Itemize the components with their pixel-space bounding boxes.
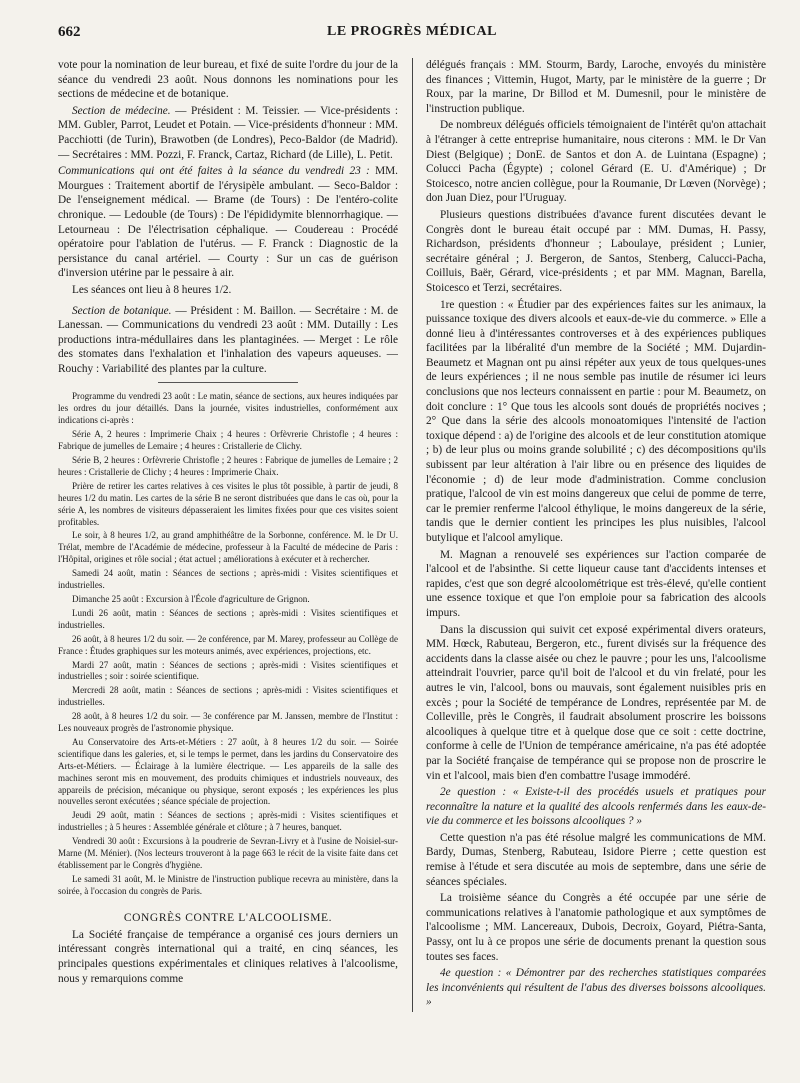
right-paragraph: Cette question n'a pas été résolue malgré les communications de MM. Bardy, Dumas, Stenberg, Rabuteau, Isidore Pierre ; cette question est remise à l'étude et sera discutée au mois de septembre, dans une série de séances spéciales. — [426, 831, 766, 888]
page-number: 662 — [58, 24, 81, 40]
right-paragraph: délégués français : MM. Stourm, Bardy, Laroche, envoyés du ministère des finances ; Vittemin, Hugot, Marty, par le ministère de la guerre ; Dr Roux, par la marine, Dr Billod et M. Dumesnil, pour le ministère de l'instruction publique. — [426, 59, 766, 115]
programme-item: Série A, 2 heures : Imprimerie Chaix ; 4 heures : Orfèvrerie Christofle ; 4 heures : Fabrique de jumelles de Lemaire ; 4 heures : Cristallerie de Clichy. — [58, 429, 398, 452]
programme-item: Au Conservatoire des Arts-et-Métiers : 27 août, à 8 heures 1/2 du soir. — Soirée scientifique dans les galeries, et, si le temps le permet, dans les jardins du Conservatoire des Arts-et-Métiers. — Éclairage à la lumière électrique. — Les appareils de la salle des machines seront mis en mouvement, des produits chimiques et industriels nouveaux, des appareils de précision, mécanique ou physique, seront exposés ; les expériences les plus nouvelles seront exécutées ; séance spéciale de projection. — [58, 736, 398, 807]
right-column — [412, 58, 766, 1012]
journal-title: LE PROGRÈS MÉDICAL — [326, 24, 498, 39]
programme-item: Lundi 26 août, matin : Séances de sections ; après-midi : Visites scientifiques et industrielles. — [58, 607, 398, 630]
right-paragraph: De nombreux délégués officiels témoignaient de l'intérêt qu'on attachait à l'étranger à cette entreprise humanitaire, nous citerons : MM. le Dr Van Diest (Belgique) ; DonE. de Santos et don A. de Luintana (Espagne) ; Colucci Pacha (Égypte) ; colonel Gérard (E. U. d'Amérique) ; Dr Stoicesco, notre ancien collègue, pour la Roumanie, Dr Lœven (Norvège) ; don Juan Diez, pour l'Uruguay. — [426, 119, 766, 205]
question-2: 2e question : « Existe-t-il des procédés usuels et pratiques pour reconnaître la nature et la qualité des alcools renfermés dans les eaux-de-vie du commerce et les boissons alcooliques ? » — [426, 786, 766, 828]
programme-item: Le soir, à 8 heures 1/2, au grand amphithéâtre de la Sorbonne, conférence. M. le Dr U. Trélat, membre de l'Académie de médecine, professeur à la Faculté de médecine de Paris : l'Hôpital, origines et rôle social ; état actuel ; améliorations à exécuter et à rechercher. — [58, 530, 398, 565]
medecine-paragraph — [58, 104, 398, 162]
right-paragraph: Plusieurs questions distribuées d'avance furent discutées devant le Congrès dont le bureau était occupé par : MM. Dumas, H. Passy, Richardson, présidents d'honneur ; Laboulaye, président ; Lunier, secrétaire général ; J. Bergeron, de Santos, Stenberg, Calucci-Pacha, Coilluis, Baër, Gérard, vice-présidents ; et par MM. Magnan, Barella, Stoicesco et Terzi, secrétaires. — [426, 208, 766, 294]
programme-item: 26 août, à 8 heures 1/2 du soir. — 2e conférence, par M. Marey, professeur au Collège de France : Études graphiques sur les moteurs animés, avec expériences, projections, etc. — [58, 633, 398, 656]
botanique-paragraph — [58, 304, 398, 377]
medecine-text: — Président : M. Teissier. — Vice-présidents : MM. Gubler, Parrot, Leudet et Potain. — Vice-présidents d'honneur : MM. Pacchiotti (de Turin), Brawotben (de Londres), Peco-Baldor (de Madrid). — Secrétaires : MM. Pozzi, F. Franck, Cartaz, Richard (de Lille), L. Petit. — [58, 104, 398, 161]
programme-item: Mardi 27 août, matin : Séances de sections ; après-midi : Visites scientifiques et industrielles ; soir : soirée scientifique. — [58, 659, 398, 682]
programme-item: Mercredi 28 août, matin : Séances de sections ; après-midi : Visites scientifiques et industrielles. — [58, 685, 398, 708]
programme-item: Vendredi 30 août : Excursions à la poudrerie de Sevran-Livry et à l'usine de Noisiel-sur-Marne (M. Ménier). (Nos lecteurs trouveront à la page 663 le récit de la visite faite dans cet établissement par le Congrès d'hygiène. — [58, 836, 398, 870]
section-divider — [158, 382, 298, 383]
programme-block — [58, 391, 398, 897]
left-column — [58, 58, 398, 1012]
right-paragraph: 1re question : « Étudier par des expériences faites sur les animaux, la puissance toxique des divers alcools et eaux-de-vie du commerce. » Elle a donné lieu à d'intéressantes controverses et à des expériences publiques facilitées par la libéralité d'un membre de la Société ; MM. Dujardin-Beaumetz et Magnan ont pu ainsi répéter aux yeux de tous quelques-unes de leurs expériences ; il ne nous semble pas inutile de résumer ici leurs conclusions que nos lecteurs connaissent en partie : pour M. Beaumetz, on doit conclure : 1° Que tous les alcools sont doués de propriétés nocives ; 2° Que dans la série des alcools monoatomiques l'intensité de l'action toxique dépend : a) de l'origine des alcools et de leur constitution atomique ; b) de leur plus ou moins grande solubilité ; c) des décompositions qu'ils subissent par leur altération à l'air libre ou en présence des liquides de l'économie ; d) de leur mode d'administration. Comme conclusion pratique, l'alcool de vin est moins dangereux que celui de pomme de terre, car le premier renferme l'alcool éthylique, le moins dangereux de la série, tandis que le dernier contient les principes les plus nuisibles, l'alcool butylique et l'alcool amylique. — [426, 298, 766, 544]
right-paragraph: Dans la discussion qui suivit cet exposé expérimental divers orateurs, MM. Hœck, Rabuteau, Bergeron, etc., furent divisés sur la fréquence des accidents dans la classe aisée ou chez le pauvre ; pour les uns, l'alcoolisme atteindrait l'ouvrier, parce qu'il boit de l'alcool et du vin frelaté, pour les autres le vin, l'alcool, bons ou mauvais, sont également nuisibles pris en excès ; pour la Société de tempérance de Londres, représentée par M. de Colleville, près le Congrès, il faudrait absolument proscrire les boissons alcooliques à quelque titre et à quelque dose que ce soit : cette doctrine, conforme à celle de l'Union de tempérance américaine, n'a pas été adoptée par la Société française de tempérance qui se propose non de proscrire le vin et l'alcool, mais bien d'en combattre l'usage immodéré. — [426, 623, 766, 782]
question-4: 4e question : « Démontrer par des recherches statistiques comparées les inconvénients qui résultent de l'abus des diverses boissons alcooliques. » — [426, 967, 766, 1009]
medecine-label: Section de médecine. — [72, 104, 171, 117]
programme-item: Jeudi 29 août, matin : Séances de sections ; après-midi : Visites scientifiques et industrielles ; à 5 heures : Assemblée générale et clôture ; à 7 heures, banquet. — [58, 810, 398, 833]
programme-item: Série B, 2 heures : Orfèvrerie Christofle ; 2 heures : Fabrique de jumelles de Lemaire ; 2 heures : Cristallerie de Clichy ; 4 heures : Imprimerie Chaix. — [58, 455, 398, 477]
communications-text: MM. Mourgues : Traitement abortif de l'érysipèle ambulant. — Seco-Baldor : De l'enseignement médical. — Brame (de Tours) : De l'entéro-colite chronique. — Ledouble (de Tours) : De l'épididymite blennorrhagique. — Letourneau : De l'électrisation céphalique. — Coudereau : Procédé opératoire pour l'ablation de l'utérus. — F. Franck : Diagnostic de la persistance du canal artériel. — Courty : Sur un cas de guérison d'inversion utérine par le pessaire à air. — [58, 165, 398, 280]
programme-item: Le samedi 31 août, M. le Ministre de l'instruction publique recevra au ministère, dans la soirée, à l'occasion du congrès de Paris. — [58, 873, 398, 896]
two-column-body — [58, 58, 766, 1012]
communications-paragraph — [58, 164, 398, 281]
botanique-text: — Président : M. Baillon. — Secrétaire : M. de Lanessan. — Communications du vendredi 23 août : MM. Dutailly : Les productions intra-médullaires dans les plantaginées. — Merget : Le rôle des stomates dans l'exhalation et l'inhalation des vapeurs aqueuses. — Rouchy : Variabilité des plantes par la culture. — [58, 304, 398, 375]
botanique-label: Section de botanique. — [72, 304, 172, 317]
congres-title: CONGRÈS CONTRE L'ALCOOLISME. — [123, 911, 333, 924]
intro-paragraph: vote pour la nomination de leur bureau, et fixé de suite l'ordre du jour de la séance du vendredi 23 août. Nous donnons les nominations pour les sections de médecine et de botanique. — [58, 59, 398, 101]
programme-item: Samedi 24 août, matin : Séances de sections ; après-midi : Visites scientifiques et industrielles. — [58, 568, 398, 591]
programme-item: 28 août, à 8 heures 1/2 du soir. — 3e conférence par M. Janssen, membre de l'Institut : Les nouveaux progrès de l'astronomie physique. — [58, 711, 398, 734]
seances-line: Les séances ont lieu à 8 heures 1/2. — [72, 283, 232, 296]
programme-item: Prière de retirer les cartes relatives à ces visites le plus tôt possible, à partir de jeudi, 8 heures 1/2 du matin. Les cartes de la série B ne seront distribuées que dans le cas où, pour la série A, les nombres de visiteurs dépasseraient les limites fixées pour que ces visites soient profitables. — [58, 480, 398, 527]
programme-item: Programme du vendredi 23 août : Le matin, séance de sections, aux heures indiquées par les ordres du jour détaillés. Dans la journée, visites industrielles, conformément aux indications ci-après : — [58, 391, 398, 426]
sections-block — [58, 58, 398, 376]
right-paragraph: La troisième séance du Congrès a été occupée par une série de communications relatives à l'anatomie pathologique et aux symptômes de l'alcoolisme ; MM. Lancereaux, Dubois, Decroix, Goyard, Piétra-Santa, Passy, ont lu à ce propos une série de documents prenant la question sous toutes ses faces. — [426, 892, 766, 963]
congres-paragraph: La Société française de tempérance a organisé ces jours derniers un intéressant congrès international qui a traité, en cinq séances, les principales questions expérimentales et cliniques relatives à l'alcoolisme, nous y remarquions comme — [58, 928, 398, 985]
programme-item: Dimanche 25 août : Excursion à l'École d'agriculture de Grignon. — [72, 593, 310, 604]
congres-block — [58, 928, 398, 986]
page-header — [58, 24, 766, 48]
right-paragraph: M. Magnan a renouvelé ses expériences sur l'action comparée de l'alcool et de l'absinthe. Si cette liqueur cause tant d'accidents intenses et rapides, c'est que son degré alcoolométrique est très-élevé, qu'elle contient une essence toxique et que l'on emploie pour sa fabrication des alcools impurs. — [426, 548, 766, 619]
communications-label: Communications qui ont été faites à la séance du vendredi 23 : — [58, 165, 370, 178]
